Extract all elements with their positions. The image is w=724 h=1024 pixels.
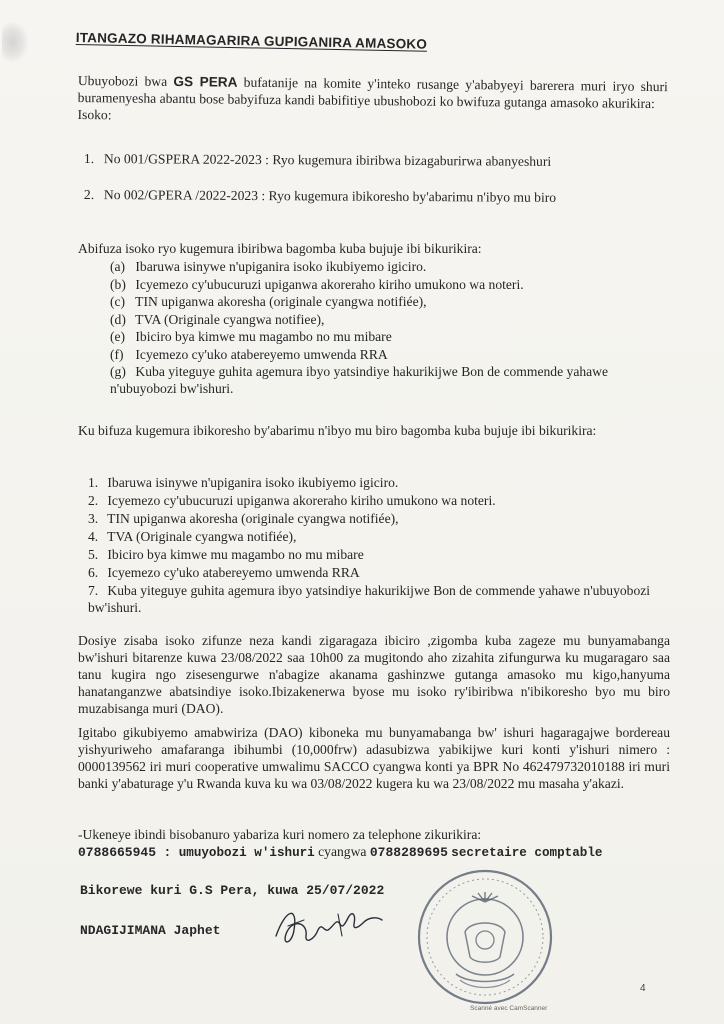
item-text: Icyemezo cy'uko atabereyemo umwenda RRA <box>135 346 388 362</box>
item-marker: 2. <box>88 493 99 508</box>
item-text: TVA (Originale cyangwa notifiee), <box>135 311 325 327</box>
list-item <box>88 582 668 616</box>
item-text: Icyemezo cy'ubucuruzi upiganwa akoreraho kiriho umukono wa noteri. <box>135 276 524 292</box>
item-text: Ibaruwa isinywe n'upiganira isoko ikubiyemo igiciro. <box>135 259 427 274</box>
item-text: Ibaruwa isinywe n'upiganira isoko ikubiyemo igiciro. <box>107 475 399 490</box>
dao-paragraph: Igitabo gikubiyemo amabwiriza (DAO) kiboneka mu bunyamabanga bw' ishuri hagaragajwe bordereau yishyuriweho amafaranga ibihumbi (10,000frw) adasubizwa yabikijwe kuri konti y'ishuri nimero : 0000139562 iri muri cooperative umwalimu SACCO cyangwa konti ya BPR No 462479732010188 iri muri banki y'abaturage y'u Rwanda kuva ku wa 03/08/2022 kugera ku wa 23/08/2022 mu masaha y'akazi. <box>78 725 670 791</box>
tender-text: No 002/GPERA /2022-2023 : Ryo kugemura ibikoresho by'abarimu n'ibyo mu biro <box>103 187 557 205</box>
item-marker: (e) <box>110 329 126 344</box>
signatory-name: NDAGIJIMANA Japhet <box>80 923 221 938</box>
item-marker: 1. <box>88 475 99 490</box>
item-marker: (f) <box>110 346 124 362</box>
handwritten-signature <box>268 896 388 956</box>
intro-paragraph <box>77 72 668 129</box>
item-marker: (d) <box>110 311 126 327</box>
item-text: Kuba yiteguye guhita agemura ibyo yatsindiye hakurikijwe Bon de commende yahawe n'ubuyobozi bw'ishuri. <box>110 364 609 396</box>
tender-text: No 001/GSPERA 2022-2023 : Ryo kugemura ibiribwa bizagaburirwa abanyeshuri <box>103 151 552 169</box>
item-marker: (a) <box>110 259 126 274</box>
contact-role-head: umuyobozi w'ishuri <box>178 846 315 860</box>
contact-role-secretary: secretaire comptable <box>451 846 603 860</box>
list-item <box>88 528 668 545</box>
list-item <box>110 311 670 328</box>
list-item <box>110 328 670 345</box>
tender-number: 2. <box>83 186 95 203</box>
scan-smudge <box>2 22 28 62</box>
food-requirements-list <box>110 258 670 398</box>
intro-lead: Isoko: <box>77 106 112 123</box>
list-item <box>88 564 668 581</box>
list-item <box>110 258 670 275</box>
list-item <box>88 492 668 509</box>
list-item <box>110 293 670 310</box>
item-marker: 4. <box>88 529 99 544</box>
list-item <box>88 546 668 563</box>
item-marker: 7. <box>88 583 99 598</box>
tender-item <box>84 186 668 207</box>
list-item <box>88 474 668 491</box>
item-marker: 3. <box>88 511 99 526</box>
item-marker: 6. <box>88 565 99 580</box>
contact-separator: : <box>156 846 179 860</box>
food-requirements-intro: Abifuza isoko ryo kugemura ibiribwa bagomba kuba bujuje ibi bikurikira: <box>78 241 482 256</box>
item-text: Ibiciro bya kimwe mu magambo no mu mibare <box>107 547 364 562</box>
phone-number-head: 0788665945 <box>78 845 157 860</box>
item-text: TIN upiganwa akoresha (originale cyangwa notifiée), <box>107 511 399 526</box>
official-seal-stamp <box>410 862 560 1012</box>
document-title: ITANGAZO RIHAMAGARIRA GUPIGANIRA AMASOKO <box>75 30 428 52</box>
tender-number: 1. <box>83 150 95 167</box>
submission-paragraph: Dosiye zisaba isoko zifunze neza kandi zigaragaza ibiciro ,zigomba kuba zageze mu bunyamabanga bw'ishuri bitarenze kuwa 23/08/2022 saa 10h00 za mugitondo aho zizahita zifungurwa ku mugaragaro saa tanu kugira ngo zisesengurwe n'abagize akanama gashinzwe gutanga amasoko mu kigo,hanyuma hanatanganzwe abatsindiye isoko.Ibizakenerwa byose mu isoko ry'ibiribwa n'ibikoresho byo mu biro muzabisanga muri (DAO). <box>78 633 670 716</box>
item-text: Icyemezo cy'uko atabereyemo umwenda RRA <box>107 565 360 580</box>
dateline: Bikorewe kuri G.S Pera, kuwa 25/07/2022 <box>80 883 385 898</box>
tender-item <box>84 150 668 171</box>
contact-connector: cyangwa <box>314 844 370 859</box>
office-requirements-intro: Ku bifuza kugemura ibikoresho by'abarimu n'ibyo mu biro bagomba kuba bujuje ibi bikurikira: <box>78 423 597 438</box>
list-item <box>110 346 670 363</box>
list-item <box>88 510 668 527</box>
scanner-watermark: Scanné avec CamScanner <box>470 1005 548 1012</box>
item-text: Icyemezo cy'ubucuruzi upiganwa akoreraho kiriho umukono wa noteri. <box>107 493 496 508</box>
item-text: Kuba yiteguye guhita agemura ibyo yatsindiye hakurikijwe Bon de commende yahawe n'ubuyobozi bw'ishuri. <box>88 583 651 615</box>
item-marker: (b) <box>110 276 126 292</box>
school-name: GS PERA <box>173 74 238 90</box>
list-item <box>110 363 670 397</box>
contact-lead: -Ukeneye ibindi bisobanuro yabariza kuri nomero za telephone zikurikira: <box>78 827 482 842</box>
list-item <box>110 276 670 293</box>
item-marker: (c) <box>110 294 126 309</box>
item-text: Ibiciro bya kimwe mu magambo no mu mibare <box>135 329 392 344</box>
item-marker: 5. <box>88 547 99 562</box>
office-requirements-list <box>88 474 668 617</box>
item-marker: (g) <box>110 364 126 379</box>
intro-before: Ubuyobozi bwa <box>77 72 174 89</box>
phone-number-secretary: 0788289695 <box>369 845 448 860</box>
intro-after: bufatanije na komite y'inteko rusange y'ababyeyi barerera muri iryo shuri buramenyesha abantu bose babyifuza kandi babifitiye ubushobozi ko bwifuza gutanga amasoko akurikira: <box>77 74 668 112</box>
page-number: 4 <box>640 983 646 994</box>
item-text: TVA (Originale cyangwa notifiée), <box>107 529 297 544</box>
contact-paragraph <box>78 826 670 862</box>
item-text: TIN upiganwa akoresha (originale cyangwa notifiée), <box>135 294 427 309</box>
